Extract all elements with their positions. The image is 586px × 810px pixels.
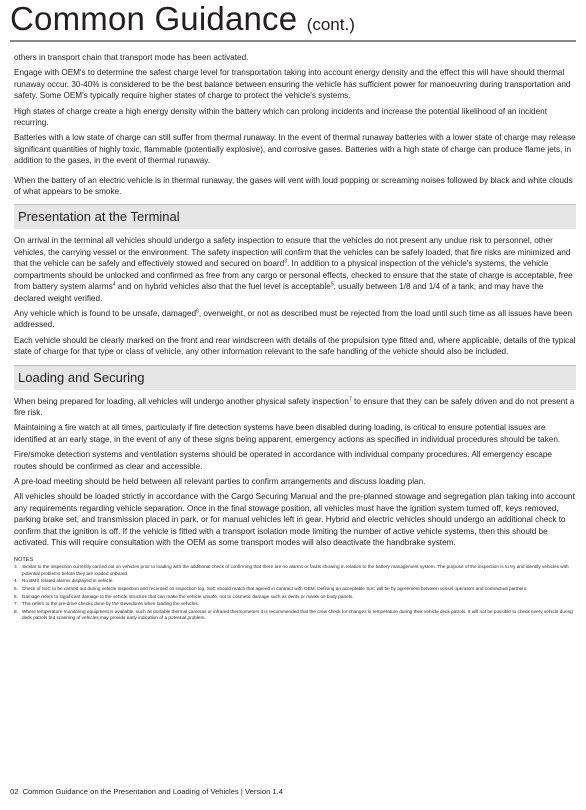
intro-paragraph-3: High states of charge create a high energy density within the battery which can prolong incidents and increase the potential likelihood of an incident recurring. [14,106,547,128]
presentation-p2-text-b: , overweight, or not as described must be rejected from the load until such time as all issues have been addressed. [14,308,573,330]
page-title-text: Common Guidance [10,0,298,37]
footer-document-title: Common Guidance on the Presentation and Loading of Vehicles [22,787,239,796]
note-item [14,564,576,576]
intro-paragraph-1: others in transport chain that transport mode has been activated. [14,53,249,62]
note-text: Damage refers to significant damage to the vehicle structure that can make the vehicle unsafe, not to cosmetic damage such as dents or marks on body panels. [22,593,354,599]
loading-paragraph-3: Fire/smoke detection systems and ventilation systems should be operated in accordance with individual company procedures. All emergency escape routes should be confirmed as clear and accessible. [14,450,552,471]
note-number: 3. [14,564,18,570]
title-divider [10,40,576,42]
page-footer [10,787,576,797]
note-item [14,601,576,607]
footer-version: Version 1.4 [244,787,283,796]
loading-p1-text-b: to ensure that they can be safely driven and do not present a fire risk. [14,396,575,417]
note-item [14,586,576,592]
note-text: Where temperature monitoring equipment is available, such as portable thermal cameras or infrared thermometers it is recommended that the crew check for changes in temperature during their vehicle deck patrols. It will not be possible to check every vehicle during deck patrols but scanning of vehicles may provide early indication of a potential problem. [22,609,573,621]
loading-paragraph-1 [14,396,576,419]
note-text: This refers to the pre-drive checks done by the stevedores when loading the vehicles. [22,601,200,607]
note-text: Check of SoC to be carried out during vehicle inspection and recorded on inspection log. SoC should match that agreed in contract with OEM. Defining an acceptable SoC will be by agreement between vessel operators and contractual partners. [22,586,528,592]
presentation-p1-text-d: , usually between 1/8 and 1/4 of a tank, and may have the declared weight verified. [14,282,544,303]
note-item [14,594,576,600]
presentation-p2-text-a: Any vehicle which is found to be unsafe, damaged [14,308,197,318]
footnote-ref-6: 6 [196,308,199,315]
note-number: 8. [14,609,18,615]
loading-paragraph-5: All vehicles should be loaded strictly in accordance with the Cargo Securing Manual and the pre-planned stowage and segregation plan taking into account any requirements regarding vehicle separation. Once in the final stowage position, all vehicles must have the ignition system turned off, keys removed, parking brake set, and transmission placed in park, or for manual vehicles left in gear. Hybrid and electric vehicles should undergo an additional check to confirm that the ignition is off. If the vehicle is fitted with a transport isolation mode limiting the number of active vehicle systems, then this should be activated. This will require consultation with the OEM as some transport modes will also deactivate the handbrake system. [14,492,575,547]
footnote-ref-4: 4 [112,281,116,288]
footer-separator: | [240,787,243,796]
footnote-ref-7: 7 [348,395,352,402]
footnote-ref-5: 5 [330,281,334,288]
note-text: Similar to the inspection currently carried out on vehicles prior to loading with the additional check of confirming that there are no alarms or faults showing in relation to the battery management system. The purpose of the inspection is to try and identify vehicles with potential problems before they are loaded onboard. [22,564,569,576]
intro-paragraph-5: When the battery of an electric vehicle is in thermal runaway, the gases will vent with loud popping or screaming noises followed by black and white clouds of what appears to be smoke. [14,175,573,197]
footnote-ref-3: 3 [284,258,287,265]
note-number: 4. [14,578,18,584]
loading-paragraph-2: Maintaining a fire watch at all times, particularly if fire detection systems have been disabled during loading, is critical to ensure potential issues are identified at an early stage, in the event of any of these signs being apparent, emergency actions as specified in individual procedures should be taken. [14,423,561,444]
presentation-p1-text-b: . In addition to a physical inspection of the vehicle's systems, the vehicle compartments should be unlocked and confirmed as free from any cargo or personal effects, checked to ensure that the state of charge is acceptable, free from battery system alarms [14,259,573,292]
page-number: 02 [10,787,19,796]
presentation-p1-text-a: On arrival in the terminal all vehicles should undergo a safety inspection to ensure that the vehicles do not present any undue risk to personnel, other vehicles, the carrying vessel or the environment. The safety inspection will confirm that the vehicles can be safely loaded, that fire risks are minimized and that the vehicle can be safely and effectively stowed and secured on board [14,236,571,269]
page-title-suffix: (cont.) [306,15,355,34]
note-item [14,609,576,621]
note-number: 5. [14,586,18,592]
section-heading-loading: Loading and Securing [14,365,576,390]
presentation-paragraph-1 [14,235,576,303]
presentation-p1-text-c: and on hybrid vehicles also that the fuel level is acceptable [115,282,331,292]
loading-p1-text-a: When being prepared for loading, all vehicles will undergo another physical safety inspection [14,396,349,406]
intro-paragraph-4: Batteries with a low state of charge can still suffer from thermal runaway. In the event of thermal runaway batteries with a lower state of charge may release significant quantities of highly toxic, flammable (potentially explosive), and corrosive gases. Batteries with a high state of charge can produce flame jets, in addition to the gases, in the event of thermal runaway. [14,133,576,166]
intro-paragraph-2: Engage with OEM's to determine the safest charge level for transportation taking into account energy density and the effect this will have should thermal runaway occur. 30-40% is considered to be the best balance between ensuring the vehicle has sufficient power for manoeuvring during transportation and safety. Some OEM's typically require higher states of charge to protect the vehicle's systems. [14,68,571,101]
notes-title: NOTES [14,557,34,564]
loading-paragraph-4: A pre-load meeting should be held between all relevant parties to confirm arrangements and discuss loading plan. [14,476,426,486]
presentation-paragraph-2 [14,308,576,331]
section-heading-presentation: Presentation at the Terminal [14,204,576,229]
note-number: 7. [14,601,18,607]
page-title [10,0,355,44]
notes-section [14,556,576,621]
note-text: No BMS related alarms displayed in vehicle. [22,578,114,584]
presentation-paragraph-3: Each vehicle should be clearly marked on the front and rear windscreen with details of the propulsion type fitted and, where applicable, details of the typical state of charge for that type or class of vehicle, any other information relevant to the safe handling of the vehicle should also be included. [14,335,576,357]
note-item [14,578,576,584]
note-number: 6. [14,593,18,599]
page-content [14,52,576,623]
